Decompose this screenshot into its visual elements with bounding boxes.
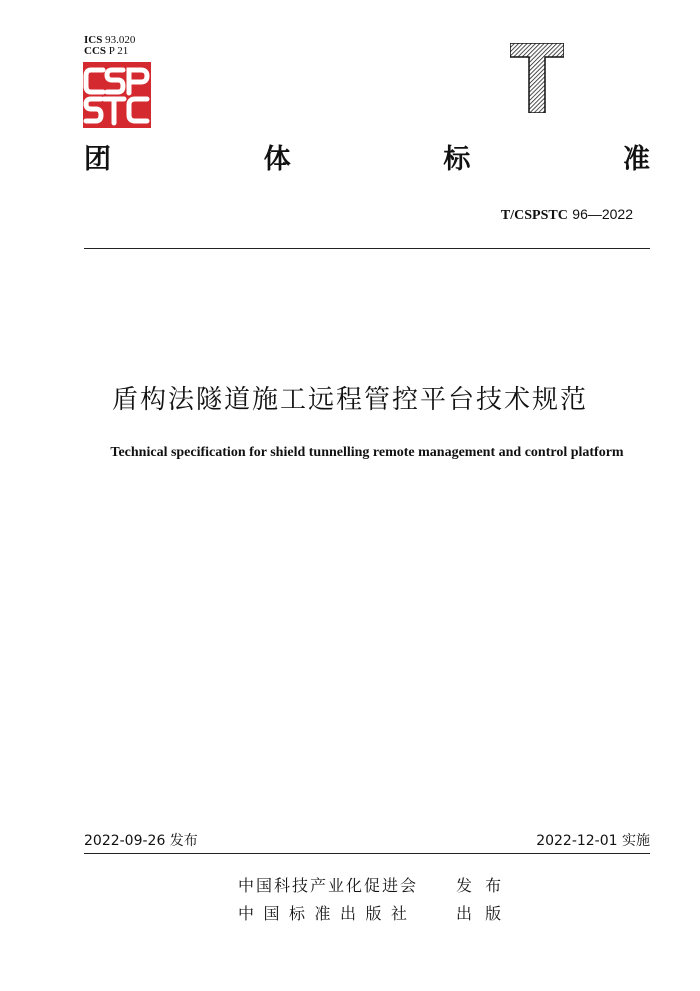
issue-date: 2022-09-26 发布 bbox=[84, 833, 198, 849]
doc-kind-char-1: 团 bbox=[84, 144, 111, 175]
cspstc-logo bbox=[83, 62, 151, 128]
publisher-row bbox=[238, 903, 505, 925]
footer-divider bbox=[84, 853, 650, 854]
title-english: Technical specification for shield tunnelling remote management and control platform bbox=[110, 445, 624, 460]
publisher-action: 发 布 bbox=[456, 876, 506, 895]
ccs-label: CCS bbox=[84, 45, 107, 57]
standard-code bbox=[501, 205, 633, 225]
publisher-org: 中国科技产业化促进会 bbox=[238, 876, 419, 895]
ics-value: 93.020 bbox=[105, 34, 136, 46]
doc-kind-char-3: 标 bbox=[443, 144, 471, 175]
publisher-action: 出 版 bbox=[456, 904, 506, 923]
doc-kind-char-2: 体 bbox=[263, 144, 291, 175]
standard-type-mark bbox=[510, 43, 564, 113]
cspstc-logo-mark bbox=[83, 62, 151, 128]
title-chinese: 盾构法隧道施工远程管控平台技术规范 bbox=[111, 385, 588, 415]
doc-kind-char-4: 准 bbox=[622, 144, 650, 175]
standard-code-number: 96—2022 bbox=[572, 206, 633, 222]
ccs-value: P 21 bbox=[108, 45, 129, 57]
implementation-date: 2022-12-01 实施 bbox=[536, 833, 650, 849]
document-kind bbox=[84, 140, 650, 180]
header-divider bbox=[84, 248, 650, 249]
ics-label: ICS bbox=[84, 34, 103, 46]
publisher-org: 中国标准出版社 bbox=[238, 904, 417, 923]
standard-code-prefix: T/CSPSTC bbox=[500, 208, 568, 223]
publisher-row bbox=[238, 875, 505, 897]
ccs-code bbox=[84, 45, 128, 57]
